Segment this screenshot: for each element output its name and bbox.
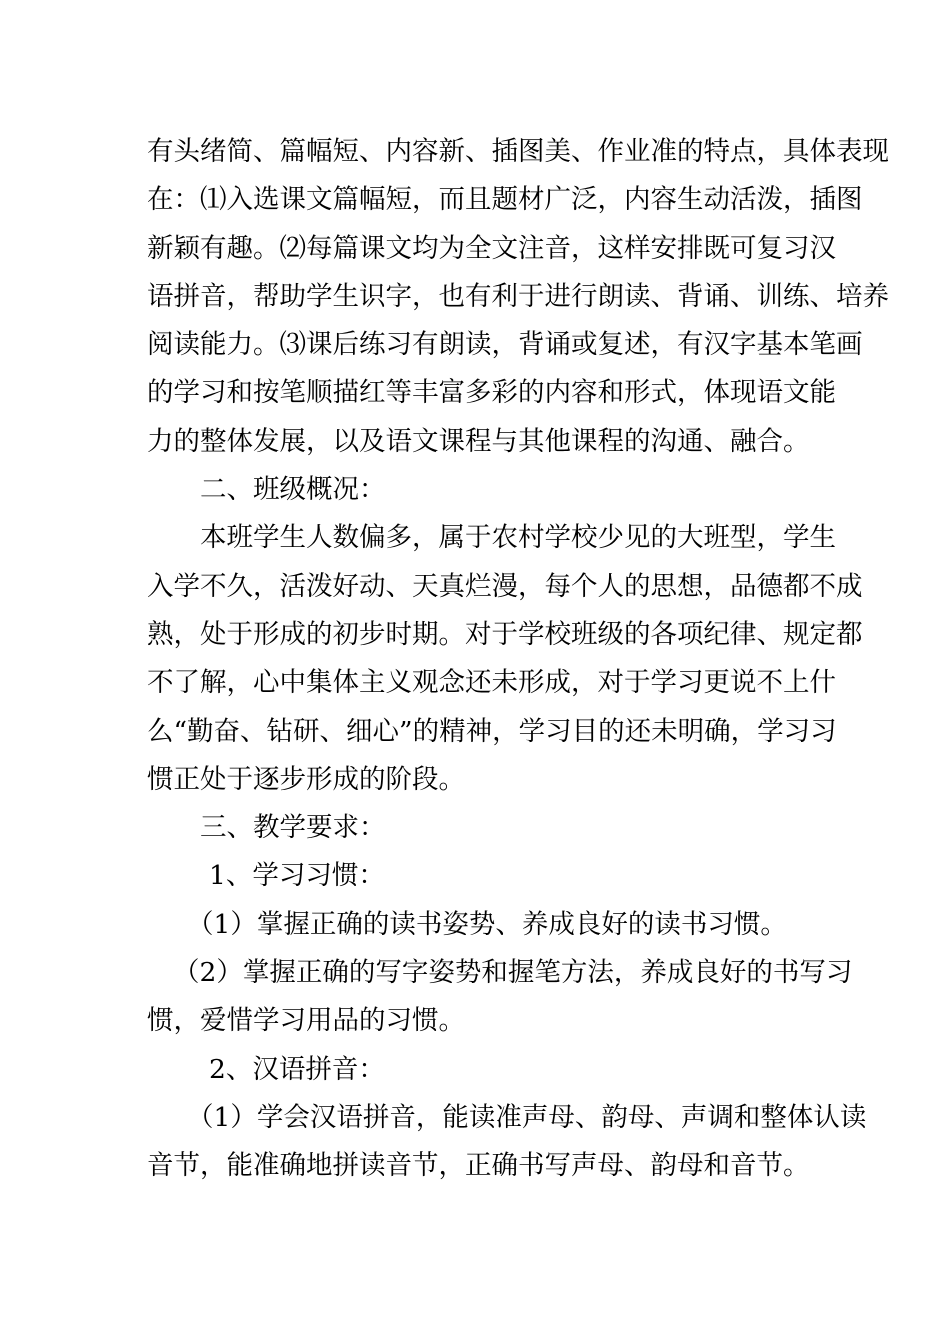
paragraph-line: 新颖有趣。⑵每篇课文均为全文注音，这样安排既可复习汉 — [147, 232, 836, 264]
paragraph-line: 音节，能准确地拼读音节，正确书写声母、韵母和音节。 — [147, 1150, 810, 1182]
paragraph-line: 有头绪简、篇幅短、内容新、插图美、作业准的特点，具体表现 — [147, 136, 889, 167]
paragraph-line: 么“勤奋、钻研、细心”的精神，学习目的还未明确，学习习 — [147, 715, 837, 747]
list-item: （2）掌握正确的写字姿势和握笔方法，养成良好的书写习 — [173, 957, 853, 989]
section-heading-teaching-requirements: 三、教学要求： — [200, 812, 386, 844]
paragraph-line: 在：⑴入选课文篇幅短，而且题材广泛，内容生动活泼，插图 — [147, 184, 863, 216]
list-item: （1）学会汉语拼音，能读准声母、韵母、声调和整体认读 — [187, 1101, 867, 1133]
paragraph-line: 熟，处于形成的初步时期。对于学校班级的各项纪律、规定都 — [147, 618, 863, 650]
paragraph-line: 不了解，心中集体主义观念还未形成，对于学习更说不上什 — [147, 667, 836, 699]
paragraph-line: 惯，爱惜学习用品的习惯。 — [147, 1005, 465, 1037]
paragraph-line: 力的整体发展，以及语文课程与其他课程的沟通、融合。 — [147, 425, 810, 457]
paragraph-line: 的学习和按笔顺描红等丰富多彩的内容和形式，体现语文能 — [147, 377, 836, 409]
paragraph-line: 本班学生人数偏多，属于农村学校少见的大班型，学生 — [200, 522, 836, 554]
list-item: （1）掌握正确的读书姿势、养成良好的读书习惯。 — [187, 908, 787, 940]
paragraph-line: 语拼音，帮助学生识字，也有利于进行朗读、背诵、训练、培养 — [147, 280, 889, 312]
subheading-study-habits: 1、学习习惯： — [209, 860, 385, 892]
paragraph-line: 阅读能力。⑶课后练习有朗读，背诵或复述，有汉字基本笔画 — [147, 329, 863, 361]
section-heading-class-overview: 二、班级概况： — [200, 474, 386, 506]
paragraph-line: 惯正处于逐步形成的阶段。 — [147, 763, 465, 795]
paragraph-line: 入学不久，活泼好动、天真烂漫，每个人的思想，品德都不成 — [147, 570, 863, 602]
document-body — [147, 128, 889, 1191]
subheading-pinyin: 2、汉语拼音： — [209, 1053, 385, 1085]
